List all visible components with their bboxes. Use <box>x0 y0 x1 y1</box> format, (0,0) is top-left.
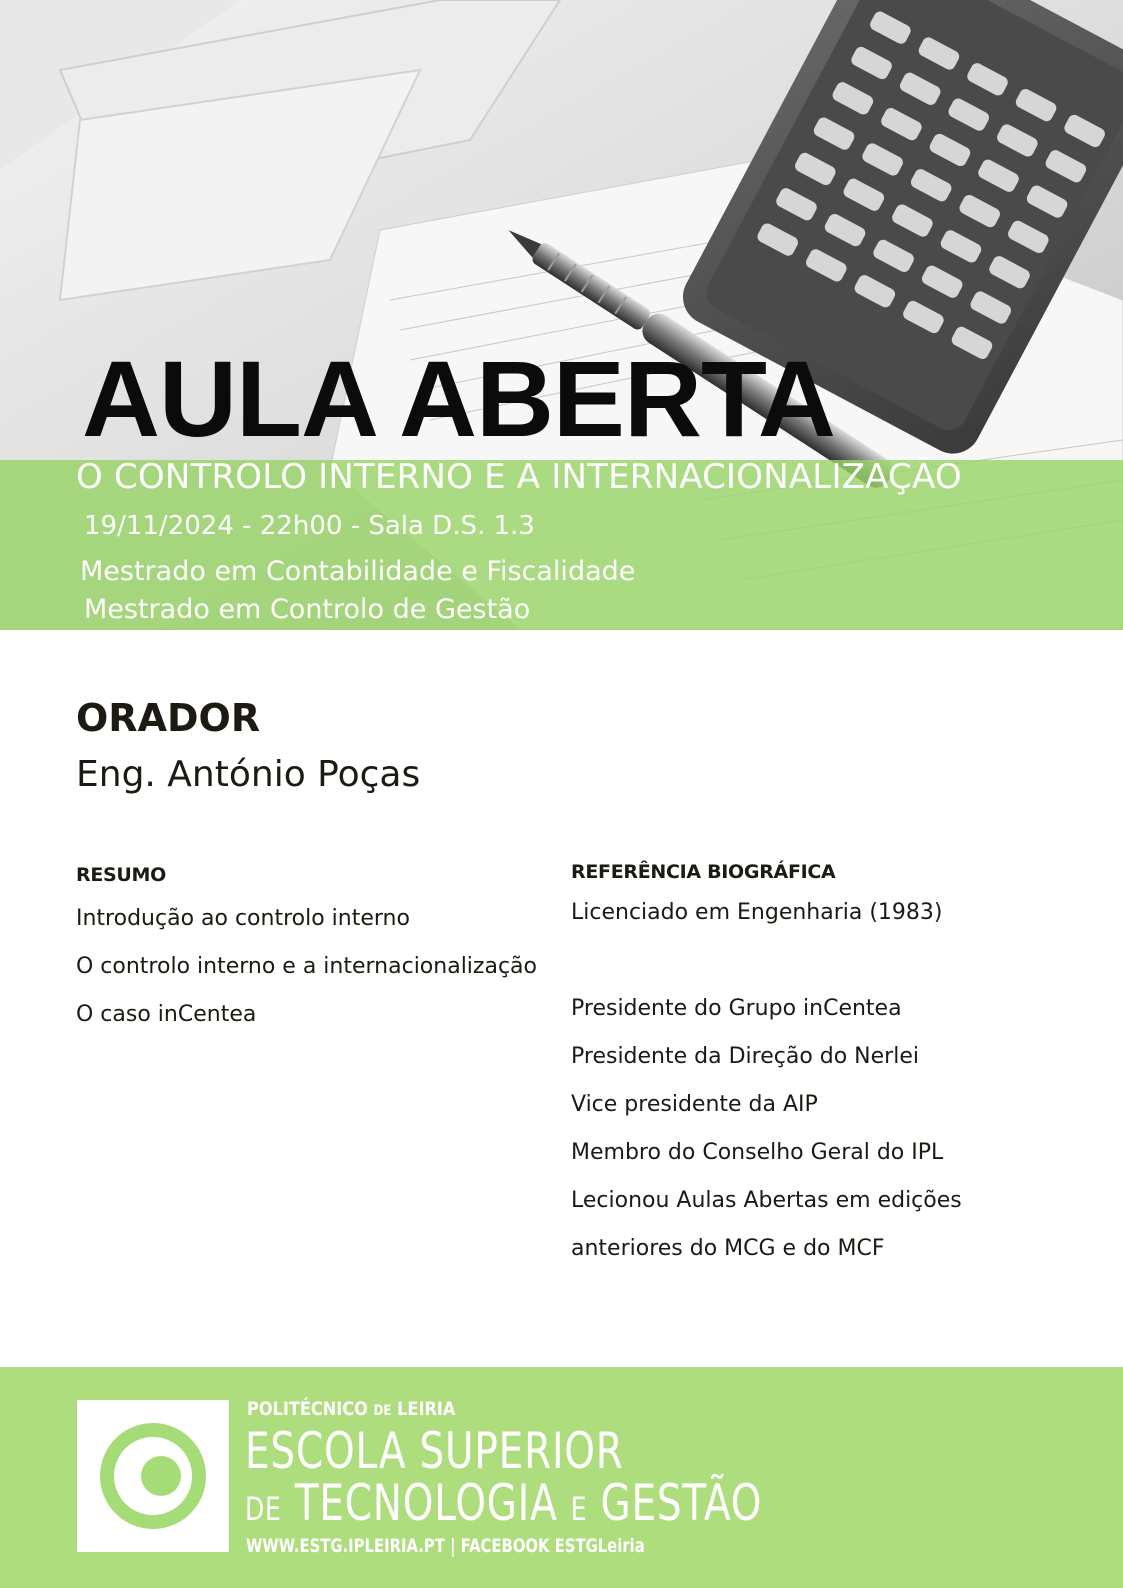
bio-item: anteriores do MCG e do MCF <box>571 1236 885 1261</box>
speaker-name: Eng. António Poças <box>76 754 421 795</box>
website-link[interactable]: WWW.ESTG.IPLEIRIA.PT <box>246 1535 445 1557</box>
estg-logo-icon <box>77 1400 229 1552</box>
bio-item: Membro do Conselho Geral do IPL <box>571 1140 944 1165</box>
summary-item: Introdução ao controlo interno <box>76 906 410 931</box>
bio-item: Presidente do Grupo inCentea <box>571 996 902 1021</box>
summary-heading: RESUMO <box>76 864 166 886</box>
event-title: AULA ABERTA <box>82 338 835 459</box>
summary-item: O caso inCentea <box>76 1002 257 1027</box>
bio-item: Presidente da Direção do Nerlei <box>571 1044 919 1069</box>
bio-item: Vice presidente da AIP <box>571 1092 818 1117</box>
event-datetime: 19/11/2024 - 22h00 - Sala D.S. 1.3 <box>84 511 535 541</box>
institution-name: POLITÉCNICO DE LEIRIA <box>247 1398 456 1420</box>
bio-item: Lecionou Aulas Abertas em edições <box>571 1188 962 1213</box>
bio-item: Licenciado em Engenharia (1983) <box>571 900 943 925</box>
summary-item: O controlo interno e a internacionalização <box>76 954 537 979</box>
hero-banner <box>0 0 1123 630</box>
speaker-label: ORADOR <box>76 696 261 740</box>
school-name-line2: DE TECNOLOGIA E GESTÃO <box>245 1474 763 1532</box>
contact-line <box>246 1535 645 1557</box>
program-line: Mestrado em Contabilidade e Fiscalidade <box>80 556 636 587</box>
event-subtitle: O CONTROLO INTERNO E A INTERNACIONALIZAÇÃO <box>76 457 962 497</box>
program-line: Mestrado em Controlo de Gestão <box>84 594 531 625</box>
school-name-line1: ESCOLA SUPERIOR <box>245 1422 624 1480</box>
bio-heading: REFERÊNCIA BIOGRÁFICA <box>571 861 836 883</box>
facebook-link[interactable]: | FACEBOOK ESTGLeiria <box>450 1535 645 1557</box>
